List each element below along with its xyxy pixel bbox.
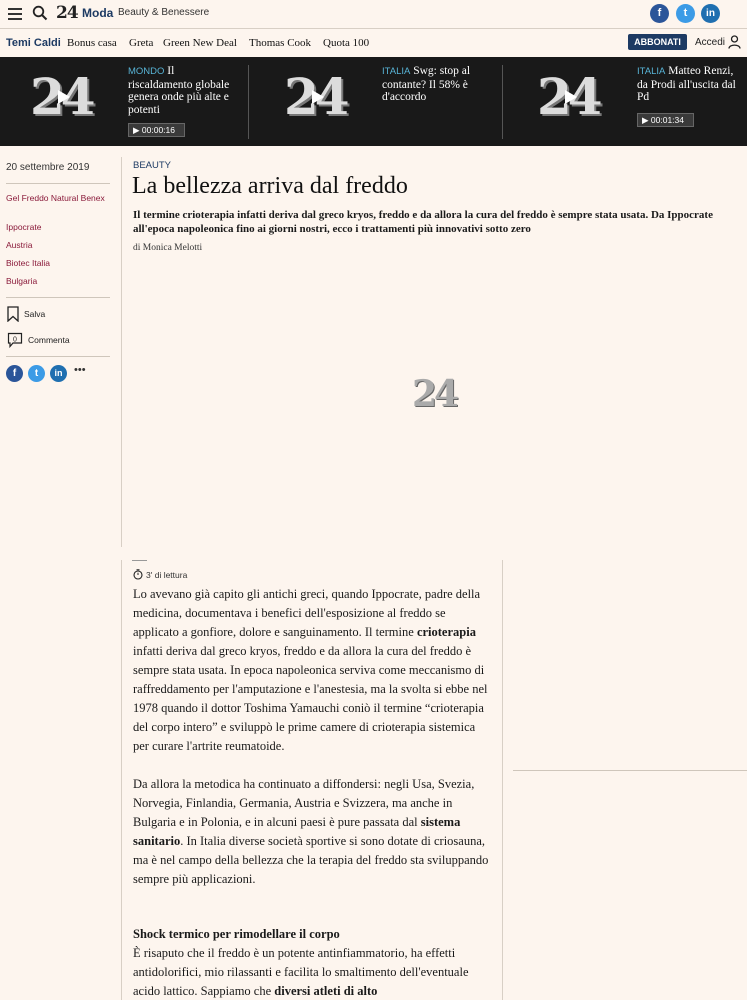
tag-link[interactable]: Austria	[6, 240, 33, 250]
linkedin-icon[interactable]: in	[50, 365, 67, 382]
video-tag: ITALIA	[382, 66, 411, 77]
video-caption[interactable]	[637, 65, 745, 104]
publish-date: 20 settembre 2019	[6, 162, 90, 173]
video-logo: 24	[30, 67, 92, 126]
column-rule	[121, 560, 122, 1000]
sidebar-divider	[6, 183, 110, 184]
video-title[interactable]: Matteo Renzi, da Prodi all'uscita dal Pd	[637, 65, 736, 103]
nav-item-temi-caldi[interactable]: Temi Caldi	[6, 37, 61, 49]
more-share-icon[interactable]: •••	[74, 364, 86, 376]
video-logo: 24	[284, 67, 346, 126]
section-link-moda[interactable]: Moda	[82, 6, 114, 20]
article-title: La bellezza arriva dal freddo	[132, 173, 408, 199]
tag-link[interactable]: Biotec Italia	[6, 258, 50, 268]
comment-icon	[7, 332, 23, 348]
video-thumbnail[interactable]	[284, 67, 358, 127]
video-tag: MONDO	[128, 66, 165, 77]
short-divider	[132, 560, 147, 561]
tag-link[interactable]: Bulgaria	[6, 276, 38, 286]
comment-count: 0	[13, 336, 17, 344]
article-author: di Monica Melotti	[133, 243, 203, 253]
comment-label: Commenta	[28, 335, 70, 345]
reading-time-label: 3' di lettura	[146, 569, 188, 580]
play-icon[interactable]	[565, 90, 577, 104]
article-paragraph: Shock termico per rimodellare il corpo È risaputo che il freddo è un potente antinfiammatorio, ha effetti antidolorifici, mio rilassanti e facilita lo smaltimento dell'eventuale acido lattico. Sappiamo che diversi atleti di alto	[133, 927, 469, 998]
video-card[interactable]	[249, 57, 502, 146]
play-icon[interactable]	[58, 90, 70, 104]
video-duration-text: 00:00:16	[141, 125, 175, 135]
video-duration: ▶ 00:00:16	[128, 123, 185, 137]
stopwatch-icon	[133, 569, 143, 580]
nav-item-green-new-deal[interactable]: Green New Deal	[163, 37, 237, 49]
tag-link[interactable]: Ippocrate	[6, 222, 42, 232]
video-title[interactable]: Swg: stop al contante? Il 58% è d'accordo	[382, 65, 471, 103]
video-logo: 24	[537, 67, 599, 126]
save-label: Salva	[24, 309, 46, 319]
facebook-icon[interactable]: f	[6, 365, 23, 382]
search-icon[interactable]	[32, 5, 48, 21]
video-duration-text: 00:01:34	[650, 115, 684, 125]
video-caption[interactable]	[128, 65, 240, 116]
facebook-icon[interactable]: f	[650, 4, 669, 23]
save-button[interactable]	[7, 305, 45, 323]
login-link[interactable]: Accedi	[695, 37, 726, 48]
article-kicker[interactable]: BEAUTY	[133, 160, 172, 171]
article-media[interactable]	[122, 260, 747, 548]
menu-icon[interactable]	[8, 8, 22, 20]
article-subtitle: Il termine crioterapia infatti deriva dal greco kryos, freddo e da allora la cura del freddo è sempre stata usata. Da Ippocrate all'epoca napoleonica fino ai giorni nostri, ecco i trattamenti più innovativi sotto zero	[133, 209, 713, 235]
reading-time	[133, 569, 187, 580]
media-placeholder-logo: 24	[412, 373, 457, 415]
top-bar	[0, 0, 747, 28]
twitter-icon[interactable]: t	[28, 365, 45, 382]
video-tag: ITALIA	[637, 66, 666, 77]
bookmark-icon	[7, 306, 19, 322]
video-duration: ▶ 00:01:34	[637, 113, 694, 127]
subscribe-button[interactable]: ABBONATI	[628, 34, 687, 50]
sidebar-divider	[6, 297, 110, 298]
article-paragraph: Lo avevano già capito gli antichi greci, quando Ippocrate, padre della medicina, documentava i benefici dell'esposizione al freddo se applicato a gonfiore, dolore e sanguinamento. Il termine crioterapia infatti deriva dal greco kryos, freddo e da allora la cura del freddo è sempre stata usata. In epoca napoleonica serviva come meccanismo di raffreddamento per l'amputazione e l'anestesia, ma la svolta si ebbe nel 1978 quando il dottor Toshima Yamauchi coniò il termine “crioterapia del corpo intero” e sviluppò le prime camere di crioterapia sistemica per curare l'artrite reumatoide.	[133, 587, 488, 753]
video-strip	[0, 57, 747, 146]
twitter-icon[interactable]: t	[676, 4, 695, 23]
subsection-link[interactable]: Beauty & Benessere	[118, 7, 210, 18]
linkedin-icon[interactable]: in	[701, 4, 720, 23]
video-thumbnail[interactable]	[30, 67, 104, 127]
play-icon[interactable]	[312, 90, 324, 104]
right-column-divider	[513, 770, 747, 771]
tag-link[interactable]: Gel Freddo Natural Benex	[6, 193, 105, 203]
video-thumbnail[interactable]	[537, 67, 611, 127]
comment-button[interactable]	[7, 331, 70, 349]
video-card[interactable]	[503, 57, 747, 146]
user-icon[interactable]	[728, 35, 741, 49]
video-title[interactable]: Il riscaldamento globale genera onde più alte e potenti	[128, 65, 230, 116]
nav-item-greta[interactable]: Greta	[129, 37, 154, 49]
column-rule	[502, 560, 503, 1000]
nav-item-thomas-cook[interactable]: Thomas Cook	[249, 37, 312, 49]
nav-bar	[0, 29, 747, 57]
video-card[interactable]	[0, 57, 248, 146]
article-paragraph: Da allora la metodica ha continuato a diffondersi: negli Usa, Svezia, Norvegia, Finlandia, Germania, Austria e Svizzera, ma anche in Bulgaria e in Polonia, e in alcuni paesi è pure passata dal sistema sanitario. In Italia diverse società sportive si sono dotate di criosauna, ma è nel campo della bellezza che la terapia del freddo sta sviluppando sempre più applicazioni.	[133, 777, 489, 886]
nav-item-bonus-casa[interactable]: Bonus casa	[67, 37, 117, 49]
sidebar-divider	[6, 356, 110, 357]
site-logo[interactable]: 24	[56, 3, 78, 23]
video-caption[interactable]	[382, 65, 492, 104]
nav-item-quota-100[interactable]: Quota 100	[323, 37, 370, 49]
